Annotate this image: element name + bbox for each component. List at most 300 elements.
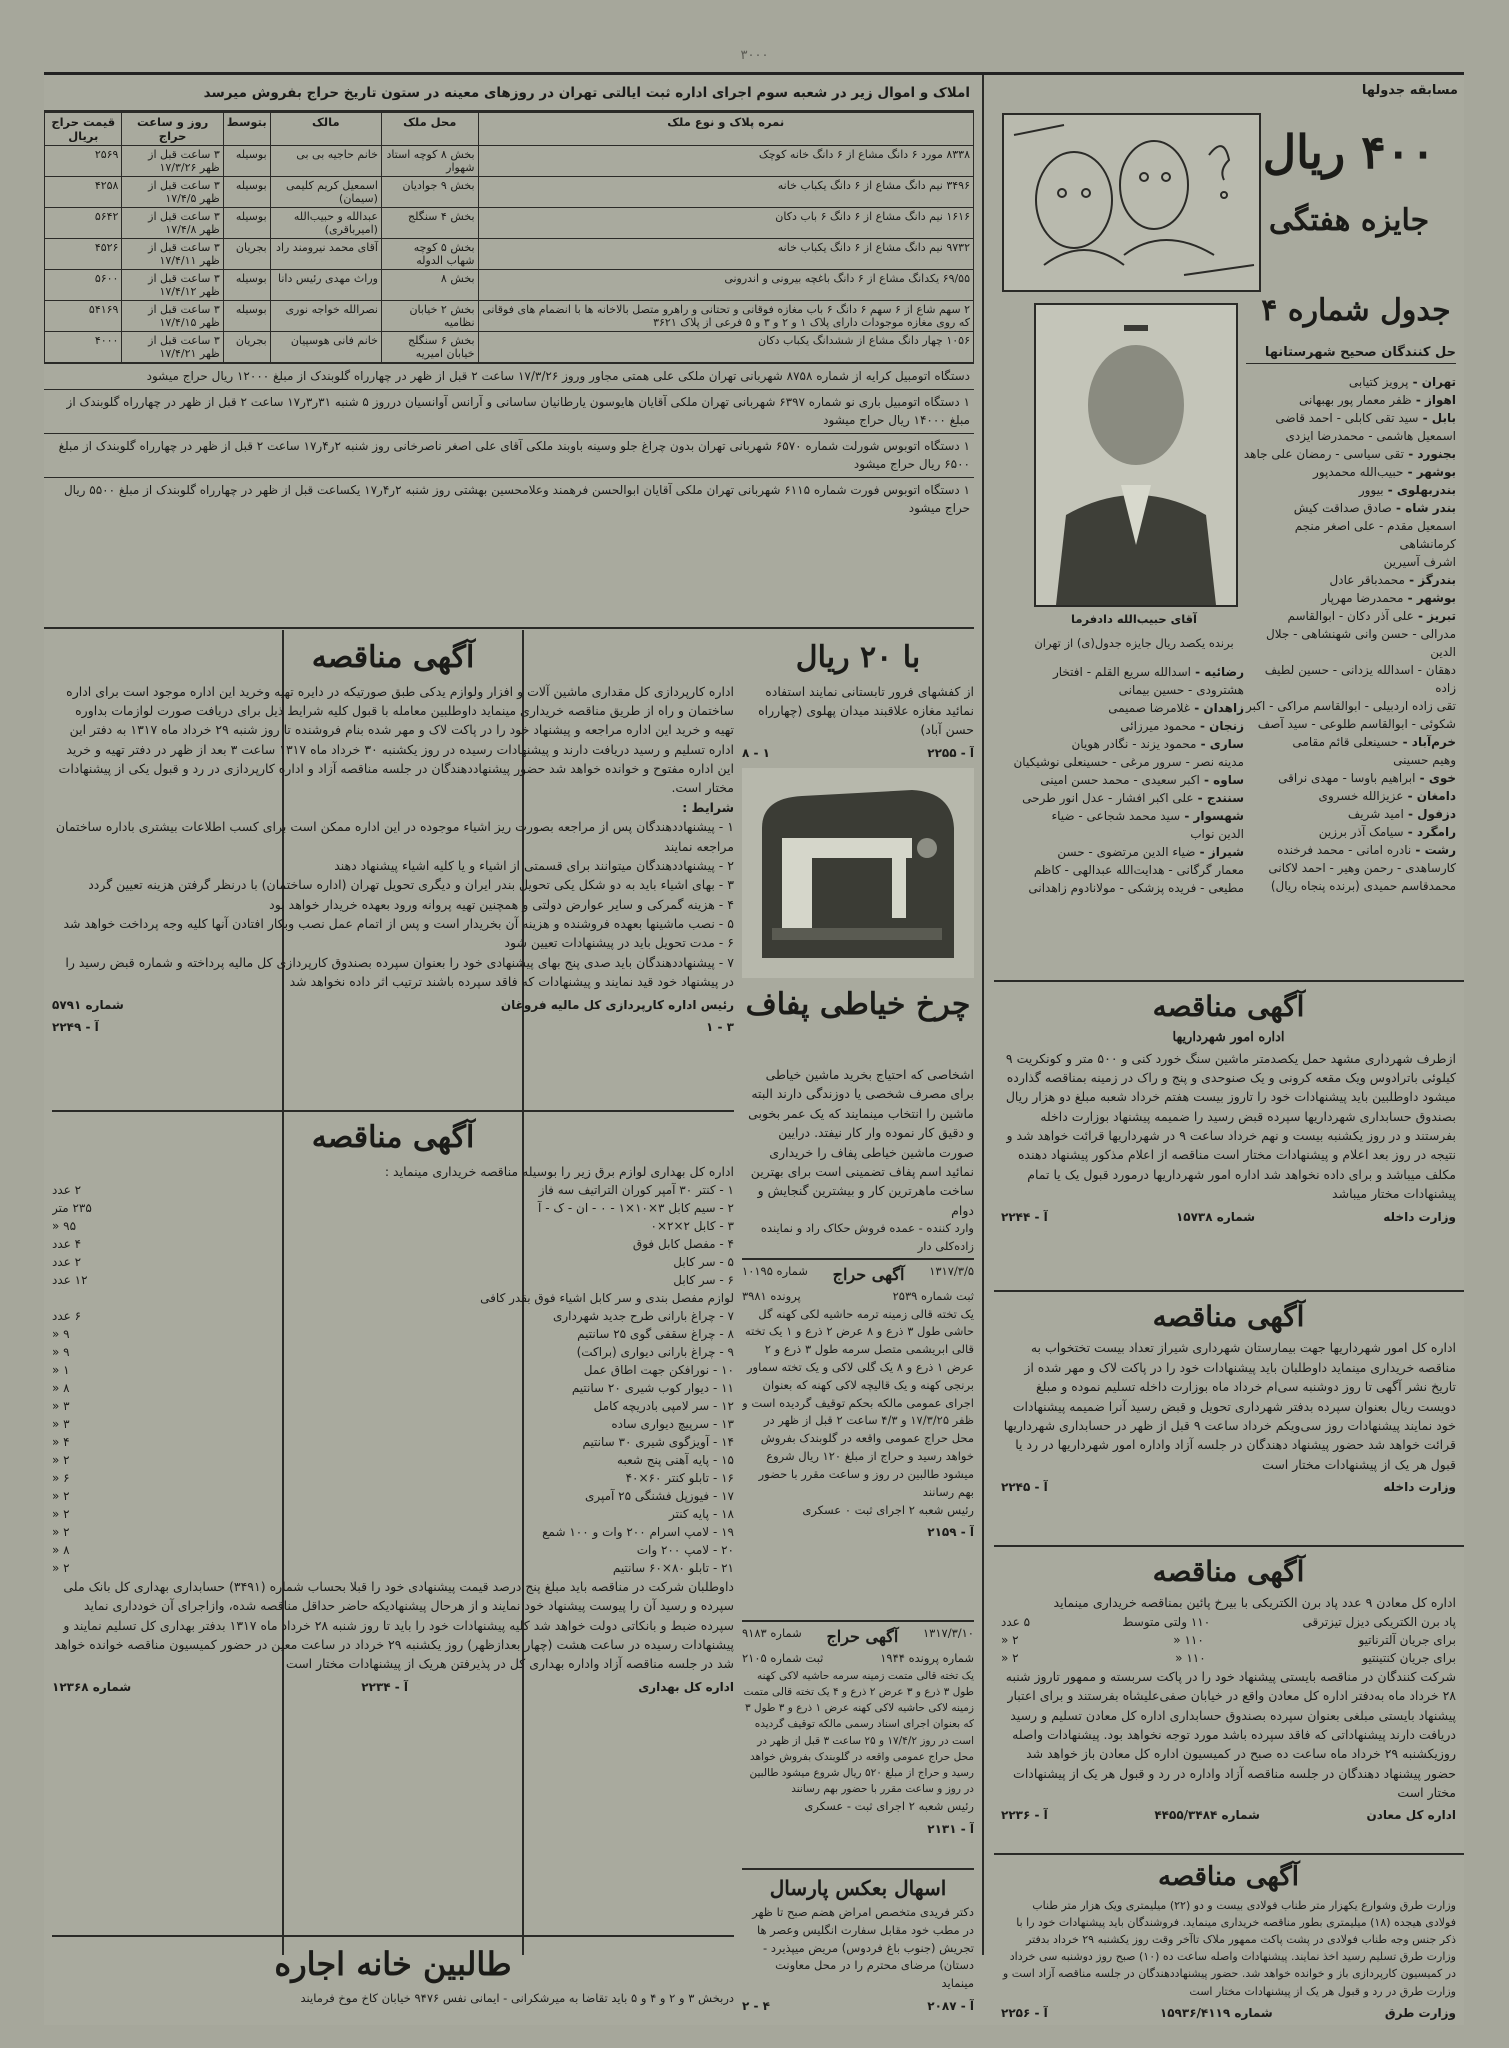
auction-notice-2-file: ثبت شماره ۲۱۰۵ xyxy=(742,1650,824,1665)
list-item xyxy=(52,1397,734,1415)
list-item xyxy=(52,1433,734,1451)
tender-shiraz xyxy=(1001,1295,1456,1540)
item-b: ۱۱۰ « xyxy=(1173,1632,1204,1647)
solver-row xyxy=(1242,877,1456,895)
table-cell: ۳ ساعت قبل از ظهر ۱۷/۴/۱۱ xyxy=(122,238,223,269)
item-label: ۲۰ - لامپ ۲۰۰ وات xyxy=(636,1542,734,1557)
auction-column-header: نمره پلاک و نوع ملک xyxy=(478,112,973,145)
auction-column-header: قیمت حراج بریال xyxy=(45,112,122,145)
tender-municipal-signature: وزارت داخله xyxy=(1383,1209,1456,1224)
solver-names: محمدرضا مهرپار xyxy=(1321,591,1404,605)
page-number: ۳۰۰۰ xyxy=(740,48,769,63)
sewing-machine-body: اشخاصی که احتیاج بخرید ماشین خیاطی برای مصرف شخصی یا دوزندگی دارند البته ماشین را انتخاب مینمایند که یک عمر بخوبی و دقیق کار نموده وار کار نیفتد. درایین صورت ماشین خیاطی پفاف را خریداری نمائید اسم پفاف تضمینی است برای بهترین ساخت ماهرترین کار و بیشترین گنجایش و دوام xyxy=(748,1067,974,1218)
solver-city: ساری - xyxy=(1196,737,1244,751)
auction-notice-2-number: شماره ۹۱۸۳ xyxy=(742,1626,802,1640)
table-cell: ۵۶۴۲ xyxy=(45,207,122,238)
solver-row xyxy=(1242,607,1456,625)
tender-roads-signature: وزارت طرق xyxy=(1384,2005,1456,2020)
auction-notice-1-title: آگهی حراج xyxy=(832,1265,905,1284)
solver-row xyxy=(1242,823,1456,841)
solver-city: زاهدان - xyxy=(1190,701,1244,715)
solver-names: اشرف آسیرین xyxy=(1383,555,1456,569)
table-cell: بخش ۶ سنگلج خیابان امیریه xyxy=(381,331,478,362)
item-qty: ۹۵ « xyxy=(52,1218,77,1233)
condition-item: ۲ - پیشنهاددهندگان میتوانند برای قسمتی از اشیاء و یا کلیه اشیاء پیشنهاد دهند xyxy=(334,857,734,873)
solver-names: ضیاء الدین مرتضوی - حسن xyxy=(1057,845,1196,859)
shoes-ad-body: از کفشهای فرور تابستانی نمایند استفاده نمائید مغازه علاقبند میدان پهلوی (چهارراه حسن آباد) xyxy=(758,683,974,738)
solver-city: تهران - xyxy=(1408,375,1456,389)
item-qty: ۱۲ عدد xyxy=(52,1272,88,1287)
tender-tools-body: اداره کارپردازی کل مقداری ماشین آلات و افزار ولوازم یدکی طبق صورتیکه در دایره تهیه وخرید این اداره موجود است برای اداره ساختمان و راه از طریق مناقصه خریداری مینماید داوطلبین معامله با قبول کلیه شرایط ذیل برای دریافت صورت لوازمات بداوره تهیه و خرید این اداره مراجعه و پیشنهاد خود را در پاکت لاک و مهر شده بنام فروشنده تا روز شنبه ۲۹ خرداد ماه ۱۳۱۷ به دفتر این اداره تسلیم و رسید دریافت دارند و پیشنهادات رسیده در روز یکشنبه ۳۰ خرداد ماه ۱۳۱۷ ساعت ۳ بعد از ظهر در دفتر تهیه و خرید این اداره مفتوح و خوانده خواهد شد حضور پیشنهاددهندگان در جلسه مناقصه آزاد و اداره کارپردازی در رد و قبول یکی از پیشنهادات مختار است. xyxy=(58,683,734,796)
table-cell: ۱۰۵۶ چهار دانگ مشاع از ششدانگ یکباب دکان xyxy=(478,331,973,362)
solver-row xyxy=(1242,661,1456,697)
item-qty: ۳ « xyxy=(52,1398,70,1413)
item-label: ۱۷ - فیوزپل فشنگی ۲۵ آمپری xyxy=(584,1488,734,1503)
item-label: ۷ - چراغ بارانی طرح جدید شهرداری xyxy=(552,1308,734,1323)
tender-tools-code2: ۳ - ۱ xyxy=(706,1020,734,1035)
tender-mines-title: آگهی مناقصه xyxy=(1152,1555,1305,1588)
solver-names: تقی زاده اردبیلی - ابوالقاسم مراکی - اکبر xyxy=(1246,699,1456,713)
item-label: ۱۹ - لامپ اسرام ۲۰۰ وات و ۱۰۰ شمع xyxy=(542,1524,734,1539)
solver-names: سید محمد شجاعی - ضیاء xyxy=(1051,809,1181,823)
item-label: ۴ - مفصل کابل فوق xyxy=(632,1236,734,1251)
solver-names: غلامرضا صمیمی xyxy=(1108,701,1191,715)
auction-notice-1-code: آ - ۲۱۵۹ xyxy=(927,1525,974,1540)
item-qty: ۲ عدد xyxy=(52,1182,82,1197)
table-cell: بوسیله xyxy=(223,145,270,176)
tender-shiraz-signature: وزارت داخله xyxy=(1383,1480,1456,1495)
sewing-ad-body xyxy=(742,1065,974,1255)
table-cell: وراث مهدی رئیس دانا xyxy=(270,269,381,300)
item-a: پاد برن الکتریکی دیزل تیزترقی xyxy=(1302,1614,1456,1629)
tender-electric-body: داوطلبان شرکت در مناقصه باید مبلغ پنج درصد قیمت پیشنهادی خود را قبلا بحساب شماره (۳۴۹۱) حسابداری بهداری کل بانک ملی سپرده و رسید آن را پیوست پیشنهاد خود نمایند و از هرحال پیشنهادیکه حاضر حداقل مناقصه شده، وازاجرای آن خودداری نماید سپرده ضبط و بانکاتی دولت خواهد شد کلیه پیشنهادات خود را باید تا روز شنبه ۲۸ خرداد ماه ۱۳۱۷ بدفتر بهداری کل تسلیم نمایند و پیشنهادات رسیده در ساعت هشت (چهار بعدازظهر) روز یکشنبه ۲۹ خرداد در ساعت معین در حضور کمیسیون مناقصه خوانده خواهد شد در جلسه مناقصه آزاد واداره بهداری کل در پذیرفتن هریک از پیشنهادات مختار است xyxy=(54,1578,734,1672)
solver-row xyxy=(1242,589,1456,607)
list-item xyxy=(52,1361,734,1379)
solver-names: کارساهدی - رحمن وهیر - احمد لاکانی xyxy=(1268,861,1456,875)
solver-names: شکوئی - ابوالقاسم طلوعی - سید آصف xyxy=(1257,717,1456,731)
sewing-ad xyxy=(742,635,974,1065)
item-c: ۵ عدد xyxy=(1001,1614,1031,1629)
tender-municipal-number: شماره ۱۵۷۳۸ xyxy=(1175,1209,1256,1224)
solver-names: بیوور xyxy=(1358,483,1384,497)
auction-notice-2-body: یک تخته قالی متمت زمینه سرمه حاشیه لاکی کهنه طول ۳ ذرع و ۳ عرض ۲ ذرع و ۴ یک تخته قالی متمت زمینه لاکی حاشیه لاکی کهنه عرض ۱ ذرع و ۳ طول ۳ که بعنوان اجرای اسناد رسمی مالکه توقیف گردیده است در روز ۱۷/۴/۲ و ۲۵ ساعت ۳ قبل از ظهر در محل حراج عمومی واقعه در گلوبندک بفروش خواهد رسید و حراج از مبلغ ۵۲۰ ریال شروع میشود طالبین در روز و ساعت مقرر با حضور بهم رسانند xyxy=(743,1669,974,1796)
table-cell: ۵۶۰۰ xyxy=(45,269,122,300)
auction-notice-1-file: پرونده ۳۹۸۱ xyxy=(742,1288,801,1303)
tender-mines xyxy=(1001,1550,1456,1850)
tender-municipal-subtitle: اداره امور شهرداریها xyxy=(1172,1030,1285,1046)
list-item xyxy=(52,1505,734,1523)
tender-tools-signature: رئیس اداره کارپردازی کل مالیه فروغان xyxy=(500,997,734,1012)
tender-electric-title: آگهی مناقصه xyxy=(311,1120,475,1155)
list-item xyxy=(52,1523,734,1541)
table-cell: بخش ۵ کوچه شهاب الدوله xyxy=(381,238,478,269)
doctor-ad-title: اسهال بعکس پارسال xyxy=(769,1876,947,1900)
list-item xyxy=(52,1181,734,1199)
solver-city: شهسوار - xyxy=(1180,809,1244,823)
table-cell: ۶۹/۵۵ یکدانگ مشاع از ۶ دانگ باغچه بیرونی و اندرونی xyxy=(478,269,973,300)
solver-row xyxy=(1242,625,1456,661)
table-cell: بوسیله xyxy=(223,269,270,300)
list-item xyxy=(52,1415,734,1433)
solver-names: پرویز کتیابی xyxy=(1348,375,1409,389)
list-item xyxy=(52,1469,734,1487)
item-c: ۲ « xyxy=(1001,1650,1019,1665)
solver-city: رامگرد - xyxy=(1403,825,1456,839)
auction-note: دستگاه اتومبیل کرایه از شماره ۸۷۵۸ شهربانی تهران ملکی علی همتی مجاور وروز ۱۷/۳/۲۶ ساعت ۲ قبل از ظهر در چهارراه گلوبندک از مبلغ ۱۲۰۰۰ ریال حراج میشود xyxy=(44,363,974,389)
solver-row xyxy=(1242,787,1456,805)
list-item xyxy=(52,1325,734,1343)
table-cell: بخش ۴ سنگلج xyxy=(381,207,478,238)
tender-electric-code: آ - ۲۲۳۴ xyxy=(361,1679,409,1694)
tender-tools-code: آ - ۲۲۴۹ xyxy=(52,1020,99,1035)
item-qty: ۶ « xyxy=(52,1470,70,1485)
item-qty: ۲ « xyxy=(52,1560,70,1575)
solver-row xyxy=(1004,663,1244,681)
solver-names: علی اکبر افشار - عدل انور طرحی xyxy=(1022,791,1194,805)
tender-shiraz-title: آگهی مناقصه xyxy=(1152,1300,1305,1333)
solver-row xyxy=(1242,391,1456,409)
table-row xyxy=(45,331,974,362)
list-item xyxy=(52,1289,734,1307)
item-qty: ۲۳۵ متر xyxy=(52,1200,92,1215)
item-qty: ۴ عدد xyxy=(52,1236,82,1251)
solver-city: اهواز - xyxy=(1411,393,1456,407)
section-rule xyxy=(994,1545,1464,1547)
solver-names: الدین نواب xyxy=(1190,827,1244,841)
solver-row xyxy=(1242,481,1456,499)
solvers-list-1 xyxy=(1242,373,1456,895)
solver-names: ظفر معمار پور بهبهانی xyxy=(1299,393,1412,407)
table-row xyxy=(45,145,974,176)
solver-city: شیراز - xyxy=(1195,845,1244,859)
item-label: ۱۰ - نورافکن جهت اطاق عمل xyxy=(583,1362,734,1377)
list-item xyxy=(52,1307,734,1325)
table-cell: ۳ ساعت قبل از ظهر ۱۷/۴/۱۲ xyxy=(122,269,223,300)
tender-mines-number: شماره ۴۴۵۵/۳۴۸۴ xyxy=(1154,1808,1260,1823)
tender-electric-number: شماره ۱۲۳۶۸ xyxy=(52,1679,132,1694)
solver-names: اسمعیل مقدم - علی اصغر منجم کرمانشاهی xyxy=(1294,519,1456,551)
solver-row xyxy=(1242,463,1456,481)
solver-row xyxy=(1242,805,1456,823)
solver-names: ابراهیم باوسا - مهدی نراقی xyxy=(1278,771,1416,785)
solver-names: مطیعی - فریده پزشکی - مولانادوم زاهدانی xyxy=(1028,881,1244,895)
solver-city: بندر شاه - xyxy=(1391,501,1456,515)
item-label: ۱۸ - پایه کنتر xyxy=(668,1506,734,1521)
solver-row xyxy=(1242,373,1456,391)
solver-names: علی آذر دکان - ابوالقاسم xyxy=(1287,609,1414,623)
solver-row xyxy=(1242,427,1456,445)
auction-notice-1-number: شماره ۱۰۱۹۵ xyxy=(742,1264,808,1278)
solvers-list-2 xyxy=(1004,663,1244,897)
solver-row xyxy=(1242,445,1456,463)
condition-item: ۷ - پیشنهاددهندگان باید صدی پنج بهای پیشنهادی خود را بعنوان سپرده بصندوق کارپردازی کل مالیه پرداخته و شماره قبض رسید را در پیشنهاد خود قید نمایند و پیشنهادات که فاقد سپرده باشند ترتیب اثر داده نخواهد شد xyxy=(65,954,734,990)
auction-note: ۱ دستگاه اتوبوس فورت شماره ۶۱۱۵ شهربانی تهران ملکی آقایان ابوالحسن فرهمند وعلامحسین بهشتی روز شنبه ۲ر۴ر۱۷ یکساعت قبل از ظهر در چهارراه گلوبندک از مبلغ ۵۵۰۰ ریال حراج میشود xyxy=(44,477,974,521)
prize-amount: ۴۰۰ ریال xyxy=(1262,125,1436,179)
table-cell: ۳ ساعت قبل از ظهر ۱۷/۴/۲۱ xyxy=(122,331,223,362)
tender-municipal-title: آگهی مناقصه xyxy=(1152,990,1305,1023)
tender-electric xyxy=(52,1115,734,1930)
solver-city: خوی - xyxy=(1415,771,1456,785)
auction-notice-2-code: آ - ۲۱۳۱ xyxy=(927,1821,974,1836)
solver-city: بوشهر - xyxy=(1403,591,1456,605)
table-cell: ۲ سهم شاع از ۶ سهم ۶ دانگ ۶ باب مغازه فوقانی و تحتانی و راهرو متصل بالاخانه ها با انضمام های فوقانی که روی مغازه موجودات دارای پلاک ۱ و ۲ و ۳ و ۵ فرعی از پلاک ۳۶۲۱ xyxy=(478,300,973,331)
tender-municipal xyxy=(1001,985,1456,1285)
doctor-ad-body: دکتر فریدی متخصص امراض هضم صبح تا ظهر در مطب خود مقابل سفارت انگلیس وعصر ها تجریش (جنوب باغ فردوس) مریض میپذیرد - دستان) مرضای محترم را در محل معاونت مینماید xyxy=(752,1905,974,1991)
solver-city: بابل - xyxy=(1418,411,1456,425)
tender-mines-items xyxy=(1001,1613,1456,1667)
item-c: ۲ « xyxy=(1001,1632,1019,1647)
list-item xyxy=(52,1379,734,1397)
item-qty: ۲ « xyxy=(52,1524,70,1539)
auction-column-header: روز و ساعت حراج xyxy=(122,112,223,145)
contest-section xyxy=(994,75,1464,975)
table-row xyxy=(45,207,974,238)
solver-names: صادق صداقت کیش xyxy=(1293,501,1392,515)
list-item xyxy=(1001,1649,1456,1667)
tender-roads-code: آ - ۲۲۵۶ xyxy=(1001,2005,1048,2020)
solver-names: سیامک آذر برزین xyxy=(1318,825,1404,839)
tender-tools-conditions-title: شرایط : xyxy=(682,799,734,815)
solver-row xyxy=(1242,769,1456,787)
solver-city: سنندج - xyxy=(1193,791,1244,805)
table-cell: بخش ۸ xyxy=(381,269,478,300)
solver-names: مدینه نصر - سرور مرغی - حسینعلی نوشیکیان xyxy=(1013,755,1244,769)
solver-names: حبیب‌الله محمدپور xyxy=(1313,465,1404,479)
tender-mines-code: آ - ۲۲۳۶ xyxy=(1001,1808,1048,1823)
table-cell: نصرالله خواجه نوری xyxy=(270,300,381,331)
solver-row xyxy=(1004,807,1244,825)
solver-city: رشت - xyxy=(1411,843,1456,857)
tender-municipal-body: ازطرف شهرداری مشهد حمل یکصدمتر ماشین سنگ خورد کنی و ۵۰۰ متر و کونکریت ۹ کیلوئی باترادوس ویک مقعه کرونی و یک صنوحدی و پنج و راک در زمینه بمناقصه گذارده میشود داوطلبین باید پیشنهادات خود را تاروز بیست هفتم خرداد شعبه مبلغ دو هزار ریال بصندوق حسابداری شهرداریها سپرده قبض رسید را ضمیمه پیشنهاد بوزارت داخله بفرستند و در روز یکشنبه بیست و نهم خرداد ساعت ۹ در شهرداریها قرائت خواهد شد و نتیجه در روز بعد اعلام و پیشنهادات مختار است مناقصه از اعلام مذکور پیشنهاد دهنده مکلف میباشد و برای داده نخواهد شد اداره امور شهرداریها درمورد قبول یک یا تمام پیشنهادات مختار میباشد xyxy=(1005,1050,1456,1202)
item-a: برای جریان کنتینتیو xyxy=(1362,1650,1456,1665)
list-item xyxy=(52,1487,734,1505)
solver-names: اسمعیل هاشمی - محمدرضا ایزدی xyxy=(1285,429,1456,443)
auction-notice-2-signature: رئیس شعبه ۲ اجرای ثبت - عسکری xyxy=(804,1798,974,1813)
solver-row xyxy=(1004,789,1244,807)
solver-row xyxy=(1242,553,1456,571)
solver-city: ساوه - xyxy=(1199,773,1244,787)
solver-names: عزیزالله خسروی xyxy=(1318,789,1404,803)
sewing-machine-title: چرخ خیاطی پفاف xyxy=(745,987,971,1023)
item-label: ۳ - کابل ۲×۲×۰ xyxy=(650,1218,734,1233)
auction-notice-2-date: ۱۳۱۷/۳/۱۰ xyxy=(923,1626,974,1640)
solver-row xyxy=(1004,699,1244,717)
list-item xyxy=(52,1451,734,1469)
condition-item: ۱ - پیشنهاددهندگان پس از مراجعه بصورت ریز اشیاء موجوده در این اداره ممکن است برای کسب اطلاعات بیشتری باداره ساختمان مراجعه نمایند xyxy=(55,819,734,854)
solver-row xyxy=(1004,717,1244,735)
item-qty: ۹ « xyxy=(52,1344,70,1359)
condition-item: ۵ - نصب ماشینها بعهده فروشنده و هزینه آن بخریدار است و پس از اتمام عمل نصب وبکار افتادن آنها کلیه وجه پرداخت خواهد شد xyxy=(63,916,734,931)
item-b: ۱۱۰ ولتی متوسط xyxy=(1122,1614,1211,1629)
table-cell: بجریان xyxy=(223,331,270,362)
portrait-icon xyxy=(1036,305,1236,605)
tender-roads-title: آگهی مناقصه xyxy=(1158,1862,1299,1892)
tender-tools-conditions xyxy=(52,817,734,991)
solver-row xyxy=(1242,733,1456,751)
table-cell: ۲۵۶۹ xyxy=(45,145,122,176)
section-rule xyxy=(52,1110,734,1112)
item-label: ۲۱ - تابلو ۸۰×۶۰ سانتیم xyxy=(612,1560,734,1575)
winner-photo xyxy=(1034,303,1238,607)
tender-municipal-code: آ - ۲۲۴۴ xyxy=(1001,1209,1048,1224)
solver-row xyxy=(1242,409,1456,427)
solver-city: تبریز - xyxy=(1413,609,1456,623)
auction-notice-1 xyxy=(742,1263,974,1618)
item-qty: ۲ « xyxy=(52,1488,70,1503)
list-item xyxy=(52,1541,734,1559)
wanted-house xyxy=(52,1940,734,2022)
solver-names: اکبر سعیدی - محمد حسن امینی xyxy=(1040,773,1200,787)
item-label: ۱۲ - سر لامپی بادریچه کامل xyxy=(593,1398,734,1413)
contest-illustration xyxy=(1002,113,1261,292)
tender-mines-intro: اداره کل معادن ۹ عدد پاد برن الکتریکی با بیرخ پائین بمناقصه خریداری مینماید xyxy=(1053,1595,1456,1611)
section-rule xyxy=(44,627,974,629)
solver-names: اسدالله سریع القلم - افتخار xyxy=(1052,665,1191,679)
list-item xyxy=(1001,1631,1456,1649)
item-qty: ۲ « xyxy=(52,1506,70,1521)
table-cell: ۳ ساعت قبل از ظهر ۱۷/۴/۸ xyxy=(122,207,223,238)
auction-column-header: بتوسط xyxy=(223,112,270,145)
table-cell: ۳۴۹۶ نیم دانگ مشاع از ۶ دانگ یکباب خانه xyxy=(478,176,973,207)
auction-column-header: مالک xyxy=(270,112,381,145)
solver-city: بوشهر - xyxy=(1403,465,1456,479)
sewing-machine-icon xyxy=(742,768,974,978)
table-cell: بجریان xyxy=(223,238,270,269)
wanted-house-body: دربخش ۳ و ۲ و ۴ و ۵ باید تقاضا به میرشکرانی - ایمانی نفس ۹۴۷۶ خیابان کاخ موخ فرمایند xyxy=(300,1990,734,2005)
wanted-house-title: طالبین خانه اجاره xyxy=(274,1945,512,1983)
auction-column-header: محل ملک xyxy=(381,112,478,145)
item-label: ۶ - سر کابل xyxy=(673,1272,734,1287)
solver-city: زنجان - xyxy=(1195,719,1244,733)
table-cell: بوسیله xyxy=(223,207,270,238)
tender-shiraz-body: اداره کل امور شهرداریها جهت بیمارستان شهرداری شیراز تعداد بیست تختخواب به مناقصه خریداری مینماید داوطلبان باید پیشنهادات خود را در پاکت لاک و مهر شده از تاریخ نشر آگهی تا روز دوشنبه سی‌ام خرداد ماه بوزارت داخله تسلیم نموده و مبلغ دویست ریال بعنوان سپرده بدفتر شهرداری تحویل و قبض رسید آنرا ضمیمه پیشنهادات خود نمایند پیشنهادات روز سی‌ویکم خرداد ساعت ۹ قبل از ظهر در حسابداری شهرداریها قرائت خواهد شد حضور پیشنهاد دهندگان در جلسه آزاد واداره امور شهرداریها در رد یا قبول هر یک از پیشنهادات مختار است xyxy=(1003,1340,1456,1472)
solver-names: محمود میرزائی xyxy=(1120,719,1196,733)
condition-item: ۳ - بهای اشیاء باید به دو شکل یکی تحویل بندر ایران و دیگری تحویل تهران (اداره ساختمان) با درنظر گرفتن هزینه تعیین گردد xyxy=(88,877,734,893)
newspaper-page xyxy=(44,72,1464,2025)
section-rule xyxy=(742,1258,974,1260)
table-cell: ۳ ساعت قبل از ظهر ۱۷/۴/۱۵ xyxy=(122,300,223,331)
table-cell: ۴۰۰۰ xyxy=(45,331,122,362)
solver-names: سید تقی کابلی - احمد قاضی xyxy=(1275,411,1419,425)
auction-notice-1-sheet: ثبت شماره ۲۵۳۹ xyxy=(892,1288,974,1303)
table-cell: اسمعیل کریم کلیمی (سیمان) xyxy=(270,176,381,207)
item-label: ۵ - سر کابل xyxy=(673,1254,734,1269)
list-item xyxy=(1001,1613,1456,1631)
tender-mines-body: شرکت کنندگان در مناقصه بایستی پیشنهاد خود را در پاکت سربسته و ممهور تاروز شنبه ۲۸ خرداد ماه به‌دفتر اداره کل معادن واقع در خیابان صفی‌علیشاه بفرستند و برای اعتبار پیشنهاد بایستی مبلغی بعنوان سپرده بصندوق حسابداری اداره کل معادن تسلیم و رسید دریافت دارند پیشنهاداتی که فاقد سپرده باشد مورد توجه نخواهد بود. پیشنهادات واصله روزیکشنبه ۲۹ خرداد ماه ساعت ده صبح در کمیسیون اداره کل معادن باز خواهد شد حضور پیشنهاد دهندگان در جلسه مناقصه آزاد واداره در رد و قبول هر یک از پیشنهادات مختار است xyxy=(1005,1668,1456,1801)
solver-row xyxy=(1242,517,1456,553)
item-b: ۱۱۰ « xyxy=(1175,1650,1206,1665)
tender-tools-title: آگهی مناقصه xyxy=(311,640,475,675)
table-cell: ۸۳۳۸ مورد ۶ دانگ مشاع از ۶ دانگ خانه کوچک xyxy=(478,145,973,176)
auction-notice-2 xyxy=(742,1625,974,1865)
item-qty: ۸ « xyxy=(52,1380,70,1395)
faces-illustration-icon xyxy=(1004,115,1259,290)
table-cell: ۴۵۲۶ xyxy=(45,238,122,269)
auction-notice-2-sheet: شماره پرونده ۱۹۴۴ xyxy=(880,1650,974,1665)
winner-line: برنده یکصد ریال جایزه جدول(ی) از تهران xyxy=(1034,636,1234,650)
shoes-ad-title: با ۲۰ ریال xyxy=(795,640,921,675)
section-rule xyxy=(994,980,1464,982)
auction-note: ۱ دستگاه اتومبیل باری نو شماره ۶۳۹۷ شهربانی تهران ملکی آقایان هایوسون یارطانیان ساسانی و آرانس آوانسیان درروز ۵ شنبه ۳۱ر۳ر۱۷ ساعت ۲ قبل از ظهر در چهارراه گلوبندک از مبلغ ۱۴۰۰۰ ریال حراج میشود xyxy=(44,389,974,433)
solver-names: دهقان - اسدالله یزدانی - حسین لطیف زاده xyxy=(1264,663,1456,695)
item-label: لوازم مفصل بندی و سر کابل اشیاء فوق بقدر کافی xyxy=(480,1290,734,1305)
solver-names: حسینعلی قائم مقامی xyxy=(1292,735,1399,749)
sewing-machine-address: وارد کننده - عمده فروش حکاک راد و نماینده زاده‌کلی دار xyxy=(760,1221,974,1253)
table-cell: خانم حاجیه بی بی xyxy=(270,145,381,176)
tender-shiraz-code: آ - ۲۲۴۵ xyxy=(1001,1480,1048,1495)
doctor-ad xyxy=(742,1873,974,2023)
table-row xyxy=(45,238,974,269)
auction-notes xyxy=(44,363,974,521)
item-qty: ۹ « xyxy=(52,1326,70,1341)
table-cell: ۹۷۳۲ نیم دانگ مشاع از ۶ دانگ یکباب خانه xyxy=(478,238,973,269)
auction-notice-1-body: یک تخته قالی زمینه ترمه حاشیه لکی کهنه گل حاشی طول ۳ ذرع و ۸ عرض ۲ ذرع و ۱ یک تخته قالی ابریشمی متصل سرمه طول ۳ ذرع و ۲ عرض ۱ ذرع و ۸ یک گلی لاکی و یک تخته سماور برنجی کهنه و یک قالیچه لاکی کهنه که بعنوان اجرای عمومی مالکه بحکم توقیف گردیده است و ظفر ۱۷/۳/۲۵ و ۴/۳ ساعت ۲ قبل از ظهر در محل حراج عمومی واقعه در گلوبندک بفروش خواهد رسید و حراج از مبلغ ۱۲۰ ریال شروع میشود طالبین در روز و ساعت مقرر با حضور بهم رسانند xyxy=(742,1306,974,1499)
table-cell: بوسیله xyxy=(223,176,270,207)
table-cell: ۱۶۱۶ نیم دانگ مشاع از ۶ دانگ ۶ باب دکان xyxy=(478,207,973,238)
solver-names: وهیم حسینی xyxy=(1393,753,1456,767)
auction-notice-2-title: آگهی حراج xyxy=(826,1627,899,1646)
table-title: جدول شماره ۴ xyxy=(1261,293,1451,328)
condition-item: ۴ - هزینه گمرکی و سایر عوارض دولتی و همچنین تهیه پروانه ورود بعهده خریدار خواهد بود xyxy=(269,896,734,912)
item-label: ۱۶ - تابلو کنتر ۶۰×۴۰ xyxy=(625,1470,734,1485)
item-label: ۸ - چراغ سقفی گوی ۲۵ سانتیم xyxy=(577,1326,734,1341)
doctor-ad-code: آ - ۲۰۸۷ xyxy=(927,1999,974,2014)
solver-names: تقی سیاسی - رمضان علی جاهد xyxy=(1243,447,1405,461)
solver-row xyxy=(1004,825,1244,843)
solver-names: مدرالی - حسن وانی شهنشاهی - جلال الدین xyxy=(1266,627,1456,659)
shoes-ad-code: آ - ۲۲۵۵ xyxy=(927,745,974,760)
tender-tools xyxy=(52,635,734,1105)
item-qty: ۶ عدد xyxy=(52,1308,82,1323)
table-cell: بخش ۲ خیابان نظامیه xyxy=(381,300,478,331)
item-qty: ۴ « xyxy=(52,1434,70,1449)
list-item xyxy=(52,1253,734,1271)
tender-tools-number: شماره ۵۷۹۱ xyxy=(52,997,124,1012)
table-row xyxy=(45,269,974,300)
list-item xyxy=(52,1235,734,1253)
solver-row xyxy=(1004,879,1244,897)
solver-city: بجنورد - xyxy=(1404,447,1456,461)
item-label: ۱۱ - دیوار کوب شیری ۲۰ سانتیم xyxy=(571,1380,734,1395)
solver-row xyxy=(1004,753,1244,771)
solver-city: خرم‌آباد - xyxy=(1398,735,1456,749)
solver-city: رضائیه - xyxy=(1190,665,1244,679)
item-label: ۹ - چراغ بارانی دیواری (براکت) xyxy=(576,1344,734,1359)
solver-row xyxy=(1242,499,1456,517)
item-label: ۱ - کنتر ۳۰ آمپر کوران التراتیف سه فاز xyxy=(538,1182,734,1197)
photo-caption: آقای حبیب‌الله دادفرما xyxy=(1071,612,1197,626)
solver-row xyxy=(1242,841,1456,859)
solver-names: معمار گرگانی - هدایت‌الله عبدالهی - کاظم xyxy=(1033,863,1244,877)
column-rule-right xyxy=(982,75,984,1955)
solver-names: امید شریف xyxy=(1347,807,1404,821)
solver-row xyxy=(1242,859,1456,877)
auction-table xyxy=(44,112,974,363)
solver-names: محمود یزند - نگادر هویان xyxy=(1071,737,1197,751)
tender-electric-signature: اداره کل بهداری xyxy=(638,1679,734,1694)
list-item xyxy=(52,1559,734,1577)
solver-row xyxy=(1004,735,1244,753)
solver-row xyxy=(1242,715,1456,733)
table-cell: ۳ ساعت قبل از ظهر ۱۷/۴/۵ xyxy=(122,176,223,207)
solver-names: نادره امانی - محمد فرخنده xyxy=(1277,843,1412,857)
table-cell: ۵۴۱۶۹ xyxy=(45,300,122,331)
table-cell: ۳ ساعت قبل از ظهر ۱۷/۳/۲۶ xyxy=(122,145,223,176)
prize-label: جایزه هفتگی xyxy=(1268,203,1430,238)
solver-city: بندربهلوی - xyxy=(1383,483,1456,497)
auction-header: املاک و اموال زیر در شعبه سوم اجرای اداره ثبت ایالتی تهران در روزهای معینه در ستون تاریخ حراج بفروش میرسد xyxy=(44,81,974,112)
tender-roads-body: وزارت طرق وشوارع یکهزار متر طناب فولادی بیست و دو (۲۲) میلیمتری ویک هزار متر طناب فولادی هیجده (۱۸) میلیمتری بطور مناقصه خریداری مینماید. فروشندگان باید پیشنهادات خود را با ذکر جنس وجه طناب فولادی در پشت پاکت ممهور ملاک تاآخر وقت روز یکشنبه ۲۹ خرداد بدفتر وزارت طرق تسلیم رسید اخذ نمایند. پیشنهادات واصله ساعت ده (۱۰) صبح روز دوشنبه سی خرداد در کمیسیون کارپردازی باز و خوانده خواهد شد. حضور پیشنهاددهندگان در جلسه مناقصه آزاد است و وزارت طرق در رد و قبول هر یک از پیشنهادات مختار است xyxy=(1002,1899,1456,1998)
